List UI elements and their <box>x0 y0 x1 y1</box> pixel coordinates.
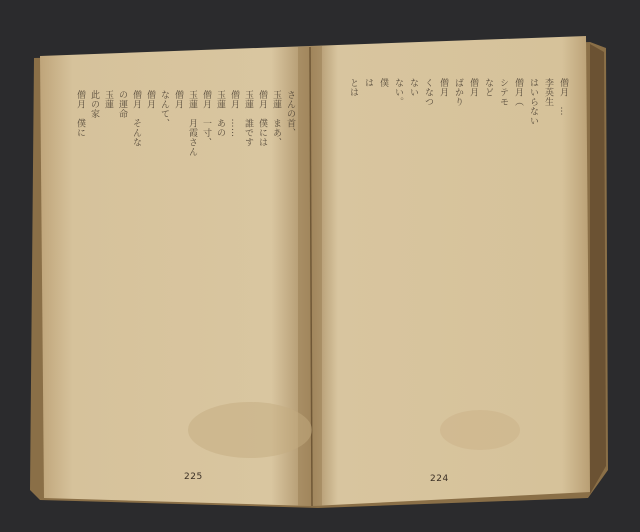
text-column: とは <box>348 78 358 97</box>
text-column: 僧月 <box>468 78 478 97</box>
text-column: ない。 <box>393 78 403 107</box>
right-page-text <box>328 78 568 458</box>
text-column: の運命 <box>117 90 127 119</box>
text-column: はいらない <box>528 78 538 126</box>
text-column: 玉蓮 <box>103 90 113 119</box>
text-column: 僧月 僕には <box>257 90 267 147</box>
left-page-text <box>60 90 295 460</box>
text-column: は <box>363 78 373 88</box>
text-column: 僧月 <box>145 90 155 119</box>
text-column: 僧月 一寸、 <box>201 90 211 147</box>
text-column: 李英生 <box>543 78 553 107</box>
text-column: など <box>483 78 493 97</box>
text-column: 僧月 …… <box>229 90 239 138</box>
text-column: 玉蓮 まあ、 <box>271 90 281 147</box>
right-page-number: 224 <box>430 474 449 484</box>
text-column: 玉蓮 誰です <box>243 90 253 147</box>
text-column: くなつ <box>423 78 433 107</box>
text-column: 僧月 そんな <box>131 90 141 147</box>
text-column: 玉蓮 あの <box>215 90 225 138</box>
text-column: 僧月 … <box>558 78 568 116</box>
text-column: 僧月 <box>438 78 448 107</box>
text-column: 僕 <box>378 78 388 88</box>
text-column: シテモ <box>498 78 508 107</box>
text-column: ない <box>408 78 418 97</box>
text-column: さんの首、 <box>285 90 295 138</box>
text-column: 僧月 <box>173 90 183 119</box>
text-column: ばかり <box>453 78 463 107</box>
left-page-number: 225 <box>184 472 203 482</box>
text-column: 此の家 <box>89 90 99 119</box>
text-column: なんて、 <box>159 90 169 128</box>
text-column: 僧月（ <box>513 78 523 107</box>
text-column: 玉蓮 月霞さん <box>187 90 197 157</box>
text-column: 僧月 僕に <box>75 90 85 138</box>
